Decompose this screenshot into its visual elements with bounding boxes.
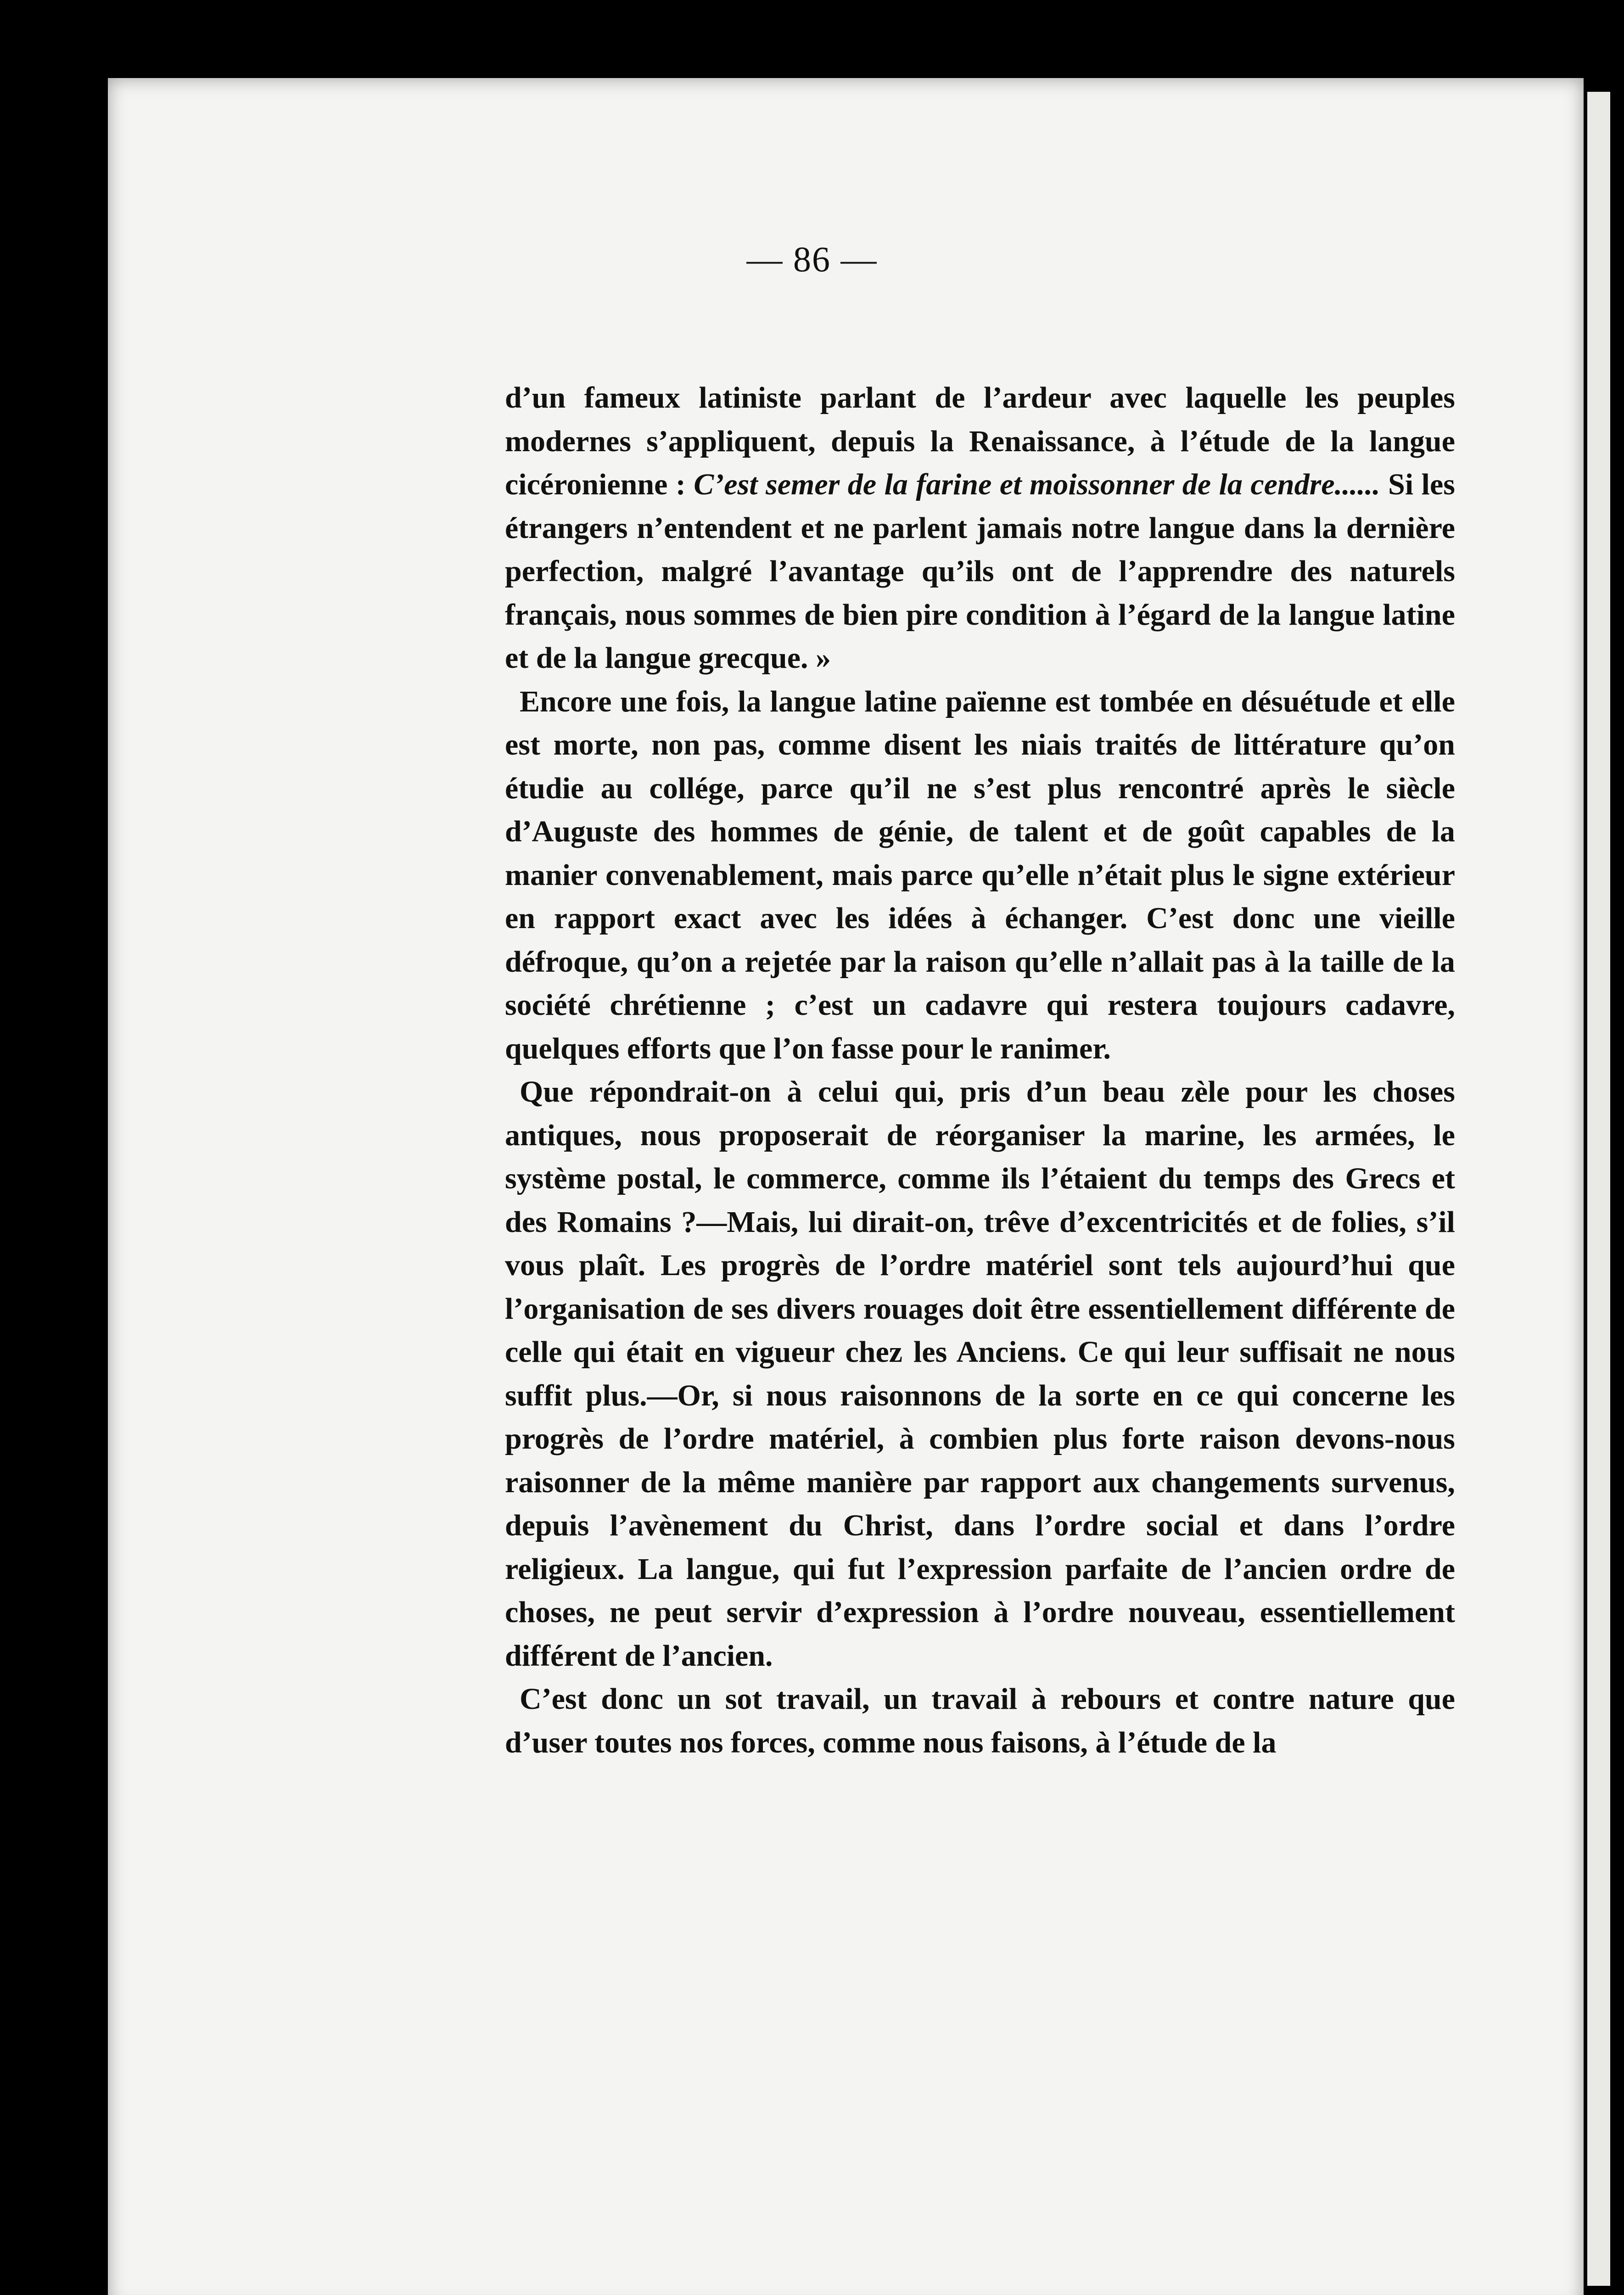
paragraph-1-text-after: Si les étrangers n’entendent et ne parlent jamais notre langue dans la dernière perfection, malgré l’avantage qu’ils ont de l’apprendre des naturels français, nous sommes de bien pire condition à l’égard de la langue latine et de la langue grecque. » <box>505 468 1455 675</box>
paragraph-4: C’est donc un sot travail, un travail à rebours et contre nature que d’user toutes nos forces, comme nous faisons, à l’étude de la <box>505 1682 1455 1759</box>
page-edge <box>1587 92 1610 2286</box>
paragraph-2: Encore une fois, la langue latine païenne est tombée en désuétude et elle est morte, non pas, comme disent les niais traités de littérature qu’on étudie au collége, parce qu’il ne s’est plus rencontré après le siècle d’Auguste des hommes de génie, de talent et de goût capables de la manier convenablement, mais parce qu’elle n’était plus le signe extérieur en rapport exact avec les idées à échanger. C’est donc une vieille défroque, qu’on a rejetée par la raison qu’elle n’allait pas à la taille de la société chrétienne ; c’est un cadavre qui restera toujours cadavre, quelques efforts que l’on fasse pour le ranimer. <box>505 684 1455 1065</box>
body-text <box>505 376 1455 1764</box>
paragraph-1-emphasis: C’est semer de la farine et moissonner de la cendre...... <box>694 468 1380 501</box>
paragraph-1-text-before: d’un fameux latiniste parlant de l’ardeur avec laquelle les peuples modernes s’appliquent, depuis la Renaissance, à l’étude de la langue cicéronienne : <box>505 381 1455 501</box>
paragraph-3: Que répondrait-on à celui qui, pris d’un beau zèle pour les choses antiques, nous proposerait de réorganiser la marine, les armées, le système postal, le commerce, comme ils l’étaient du temps des Grecs et des Romains ?—Mais, lui dirait-on, trêve d’excentricités et de folies, s’il vous plaît. Les progrès de l’ordre matériel sont tels aujourd’hui que l’organisation de ses divers rouages doit être essentiellement différente de celle qui était en vigueur chez les Anciens. Ce qui leur suffisait ne nous suffit plus.—Or, si nous raisonnons de la sorte en ce qui concerne les progrès de l’ordre matériel, à combien plus forte raison devons-nous raisonner de la même manière par rapport aux changements survenus, depuis l’avènement du Christ, dans l’ordre social et dans l’ordre religieux. La langue, qui fut l’expression parfaite de l’ancien ordre de choses, ne peut servir d’expression à l’ordre nouveau, essentiellement différent de l’ancien. <box>505 1075 1455 1673</box>
page-number: — 86 — <box>746 239 878 279</box>
paragraph-1 <box>505 376 1455 680</box>
